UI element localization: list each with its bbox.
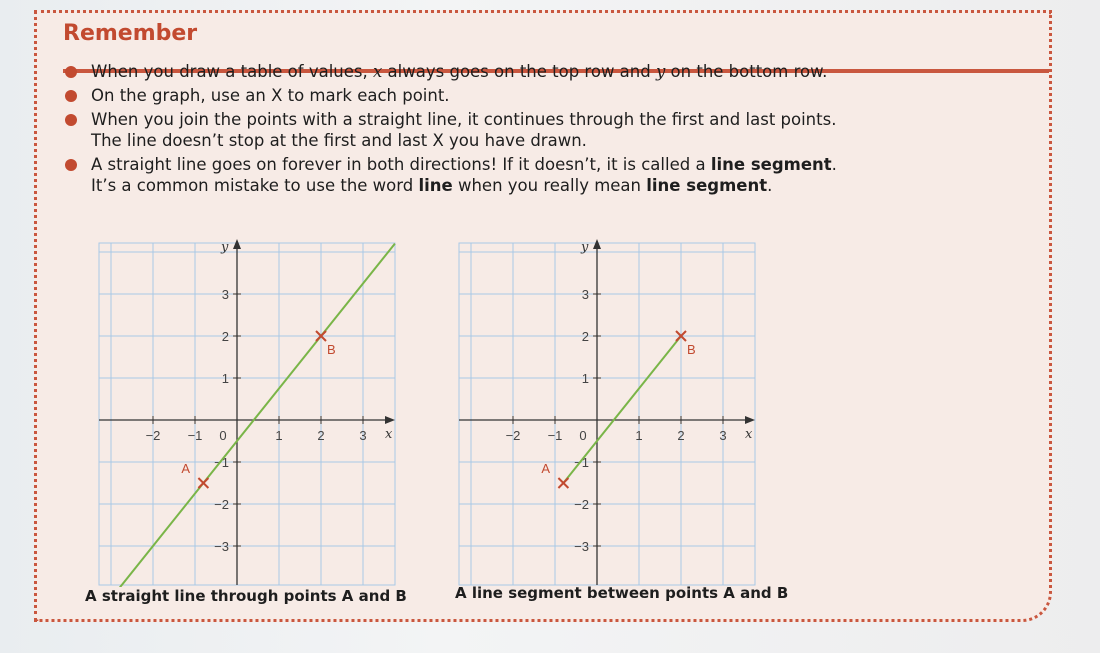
x-tick-label: 2: [317, 428, 325, 443]
x-tick-label: 1: [635, 428, 643, 443]
y-axis-label: y: [221, 240, 229, 255]
line-segment: [563, 336, 681, 483]
x-tick-label: 3: [359, 428, 367, 443]
y-tick-label: −3: [214, 539, 229, 554]
y-tick-label: −1: [214, 455, 229, 470]
x-tick-label: 1: [275, 428, 283, 443]
straight-line-caption: A straight line through points A and B: [85, 587, 407, 605]
bullet-dot-icon: [65, 90, 77, 102]
x-tick-label: 3: [719, 428, 727, 443]
bullet-line-segment: A straight line goes on forever in both directions! If it doesn’t, it is called a line segment. It’s a common mistake to use the word line when you really mean line segment.: [57, 154, 1037, 196]
bullet-dot-icon: [65, 66, 77, 78]
y-tick-label: 1: [581, 371, 589, 386]
remember-heading: Remember: [63, 21, 198, 46]
y-tick-label: 1: [221, 371, 229, 386]
x-tick-label: −1: [187, 428, 203, 443]
y-tick-label: −3: [574, 539, 589, 554]
line-segment-graph: [457, 235, 757, 587]
y-tick-label: 2: [221, 329, 229, 344]
x-tick-label: 0: [219, 428, 227, 443]
y-axis-label: y: [581, 240, 589, 255]
point-a-label: A: [541, 461, 551, 476]
point-b-label: B: [687, 342, 696, 357]
y-tick-label: 3: [221, 287, 229, 302]
bullet-table-of-values: When you draw a table of values, x always goes on the top row and y on the bottom row.: [57, 61, 1037, 82]
x-tick-label: −1: [547, 428, 563, 443]
remember-box: [34, 10, 1052, 622]
x-tick-label: 0: [579, 428, 587, 443]
x-tick-label: 2: [677, 428, 685, 443]
x-tick-label: −2: [505, 428, 521, 443]
x-axis-label: x: [385, 427, 393, 442]
straight-line: [116, 244, 395, 587]
bullet-list: [57, 61, 1037, 199]
y-axis-arrow-icon: [233, 239, 241, 249]
x-axis-label: x: [745, 427, 753, 442]
bullet-join-points: When you join the points with a straight line, it continues through the first and last points. The line doesn’t stop at the first and last X you have drawn.: [57, 109, 1037, 151]
y-tick-label: 2: [581, 329, 589, 344]
x-tick-label: −2: [145, 428, 161, 443]
bullet-dot-icon: [65, 159, 77, 171]
line-segment-caption: A line segment between points A and B: [455, 584, 789, 602]
y-tick-label: −2: [214, 497, 229, 512]
y-tick-label: −2: [574, 497, 589, 512]
y-tick-label: 3: [581, 287, 589, 302]
y-axis-arrow-icon: [593, 239, 601, 249]
point-b-label: B: [327, 342, 336, 357]
straight-line-graph: [97, 235, 397, 587]
x-axis-arrow-icon: [385, 416, 395, 424]
x-axis-arrow-icon: [745, 416, 755, 424]
point-a-label: A: [181, 461, 191, 476]
y-tick-label: −1: [574, 455, 589, 470]
bullet-dot-icon: [65, 114, 77, 126]
bullet-mark-points: On the graph, use an X to mark each point.: [57, 85, 1037, 106]
